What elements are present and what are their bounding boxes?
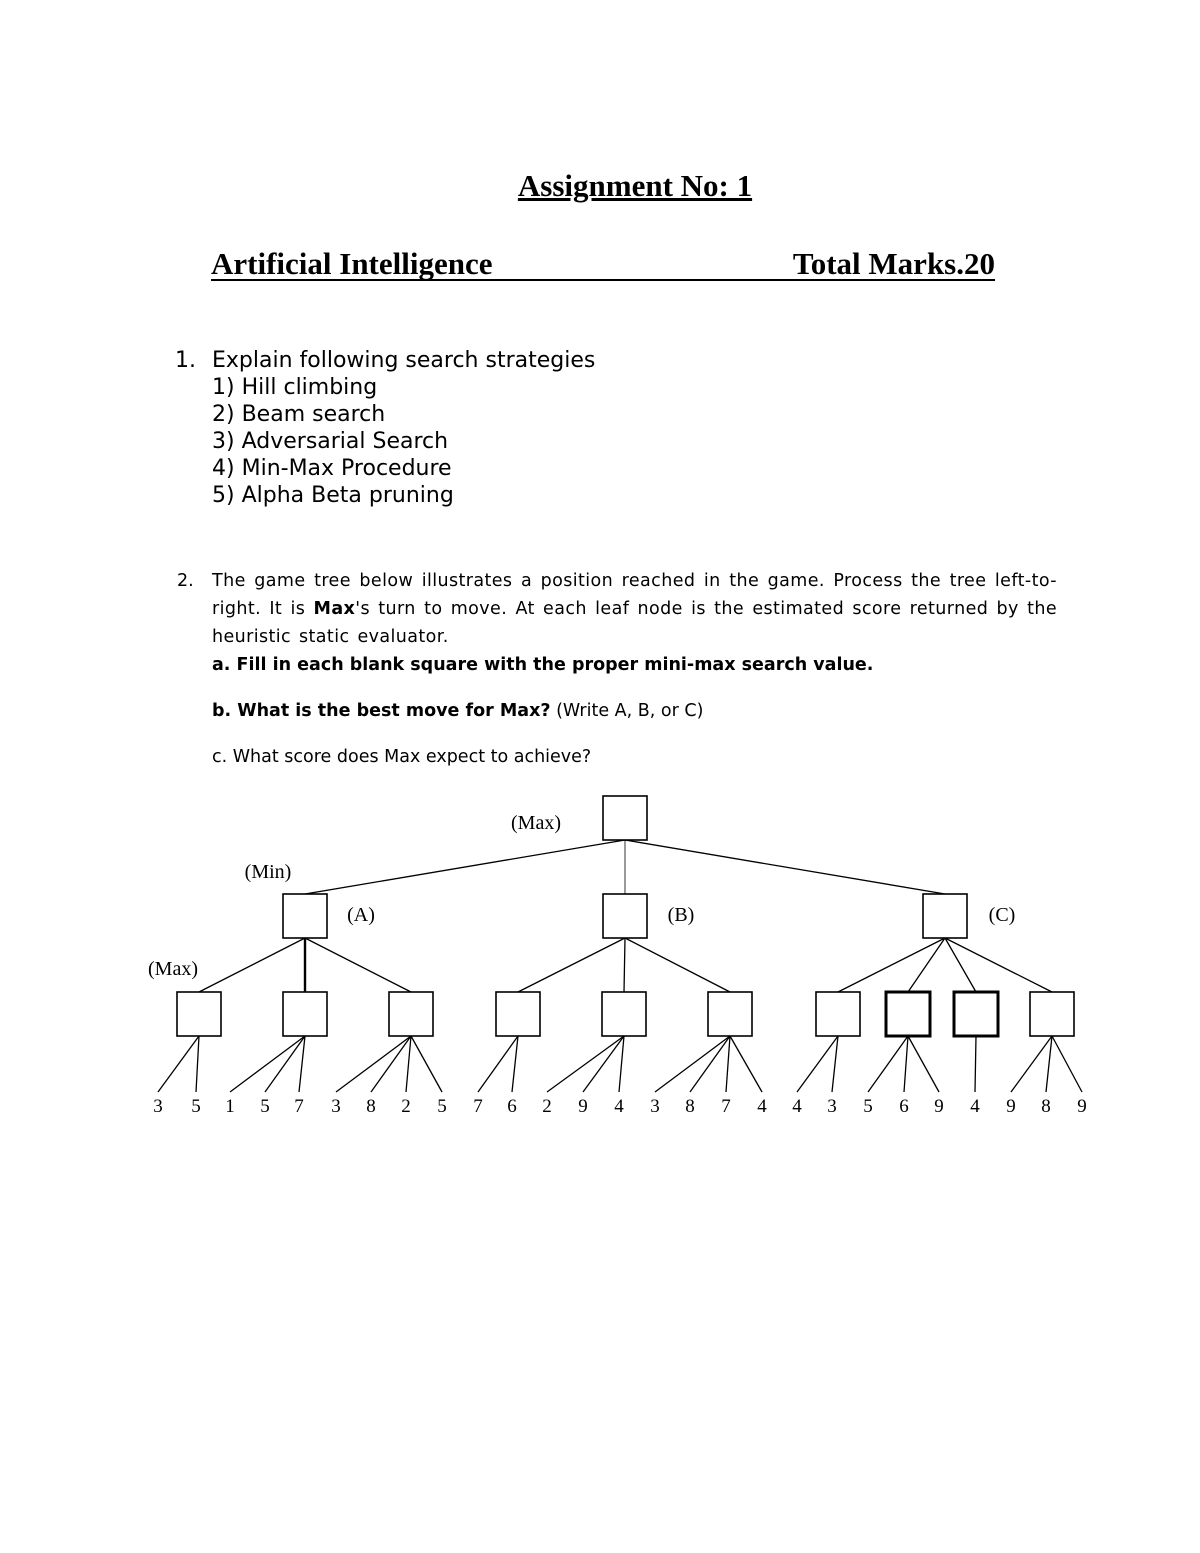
strategy-number: 4) (212, 456, 235, 481)
leaf-value: 9 (1006, 1096, 1016, 1117)
leaf-edge (1052, 1036, 1082, 1092)
root-max-node[interactable] (603, 796, 647, 840)
min-node-b[interactable] (603, 894, 647, 938)
leaf-edge (512, 1036, 518, 1092)
leaf-value: 8 (366, 1096, 376, 1117)
max-node[interactable] (496, 992, 540, 1036)
leaf-value: 7 (294, 1096, 304, 1117)
part-a: a. Fill in each blank square with the proper mini-max search value. (212, 655, 874, 675)
leaf-edge (690, 1036, 730, 1092)
branch-label-c: (C) (988, 904, 1016, 926)
leaf-edge (908, 1036, 939, 1092)
total-marks: Total Marks.20 (792, 246, 995, 281)
leaf-edge (158, 1036, 199, 1092)
leaf-value: 3 (650, 1096, 660, 1117)
tree-edge (199, 938, 305, 992)
leaf-edge (868, 1036, 908, 1092)
leaf-edge (619, 1036, 624, 1092)
leaf-value: 8 (1041, 1096, 1051, 1117)
leaf-value: 3 (827, 1096, 837, 1117)
tree-edge (305, 840, 625, 894)
tree-edge (908, 938, 945, 992)
branch-label-a: (A) (347, 904, 375, 926)
max-node[interactable] (816, 992, 860, 1036)
leaf-edge (406, 1036, 411, 1092)
leaf-value: 4 (792, 1096, 802, 1117)
leaf-edge (411, 1036, 442, 1092)
leaf-value: 6 (507, 1096, 517, 1117)
leaf-value: 9 (1077, 1096, 1087, 1117)
root-level-label: (Max) (511, 812, 561, 834)
leaf-value: 7 (721, 1096, 731, 1117)
leaf-edge (336, 1036, 411, 1092)
leaf-value: 4 (970, 1096, 980, 1117)
tree-edge (518, 938, 625, 992)
leaf-value: 3 (331, 1096, 341, 1117)
subject-name: Artificial Intelligence (211, 246, 493, 281)
leaf-value: 4 (757, 1096, 767, 1117)
leaf-value: 5 (863, 1096, 873, 1117)
max-node[interactable] (954, 992, 998, 1036)
leaf-value: 9 (578, 1096, 588, 1117)
strategy-number: 5) (212, 483, 235, 508)
branch-label-b: (B) (667, 904, 695, 926)
max-node[interactable] (1030, 992, 1074, 1036)
leaf-edge (797, 1036, 838, 1092)
question-2-number: 2. (177, 571, 194, 591)
leaf-value: 3 (153, 1096, 163, 1117)
max-node[interactable] (602, 992, 646, 1036)
strategy-text: Hill climbing (241, 375, 378, 400)
part-b-hint: (Write A, B, or C) (550, 701, 704, 721)
leaf-value: 1 (225, 1096, 235, 1117)
question-1-number: 1. (175, 348, 196, 373)
leaf-value: 7 (473, 1096, 483, 1117)
leaf-value: 6 (899, 1096, 909, 1117)
strategy-number: 1) (212, 375, 235, 400)
leaf-edge (1046, 1036, 1052, 1092)
leaf-edge (371, 1036, 411, 1092)
min-node-c[interactable] (923, 894, 967, 938)
leaf-edge (196, 1036, 199, 1092)
leaf-edge (726, 1036, 730, 1092)
leaf-edge (904, 1036, 908, 1092)
leaf-edge (547, 1036, 624, 1092)
max-level-label: (Max) (148, 958, 198, 980)
question-1-text: Explain following search strategies (212, 348, 596, 373)
leaf-edge (1011, 1036, 1052, 1092)
leaf-edge (655, 1036, 730, 1092)
max-node[interactable] (283, 992, 327, 1036)
leaf-edge (299, 1036, 305, 1092)
leaf-value: 8 (685, 1096, 695, 1117)
leaf-edge (730, 1036, 762, 1092)
leaf-edge (975, 1036, 976, 1092)
question-2-text-start: The game tree below illustrates a position reached in the game. Process the tree left-to-right. It is (212, 571, 1057, 619)
max-node[interactable] (177, 992, 221, 1036)
leaf-value: 5 (437, 1096, 447, 1117)
leaf-edge (583, 1036, 624, 1092)
max-node[interactable] (886, 992, 930, 1036)
part-c: c. What score does Max expect to achieve? (212, 747, 592, 767)
leaf-edge (832, 1036, 838, 1092)
part-b-question: b. What is the best move for Max? (212, 701, 551, 721)
leaf-value: 5 (191, 1096, 201, 1117)
strategy-text: Min-Max Procedure (241, 456, 452, 481)
max-node[interactable] (389, 992, 433, 1036)
min-node-a[interactable] (283, 894, 327, 938)
tree-edge (625, 840, 945, 894)
strategy-text: Beam search (241, 402, 386, 427)
tree-edge (305, 938, 411, 992)
tree-edge (625, 938, 730, 992)
leaf-edge (230, 1036, 305, 1092)
leaf-value: 5 (260, 1096, 270, 1117)
strategy-text: Alpha Beta pruning (241, 483, 454, 508)
max-node[interactable] (708, 992, 752, 1036)
question-2-text-max: Max (313, 599, 356, 619)
min-level-label: (Min) (244, 861, 292, 883)
leaf-value: 9 (934, 1096, 944, 1117)
leaf-value: 2 (542, 1096, 552, 1117)
tree-edge (624, 938, 625, 992)
strategy-number: 2) (212, 402, 235, 427)
leaf-edge (478, 1036, 518, 1092)
strategy-number: 3) (212, 429, 235, 454)
tree-edge (838, 938, 945, 992)
leaf-edge (265, 1036, 305, 1092)
leaf-value: 2 (401, 1096, 411, 1117)
leaf-value: 4 (614, 1096, 624, 1117)
question-2-text-end: 's turn to move. At each leaf node is the estimated score returned by the heuristic static evaluator. (212, 599, 1057, 647)
strategy-text: Adversarial Search (241, 429, 449, 454)
assignment-title: Assignment No: 1 (517, 168, 753, 203)
